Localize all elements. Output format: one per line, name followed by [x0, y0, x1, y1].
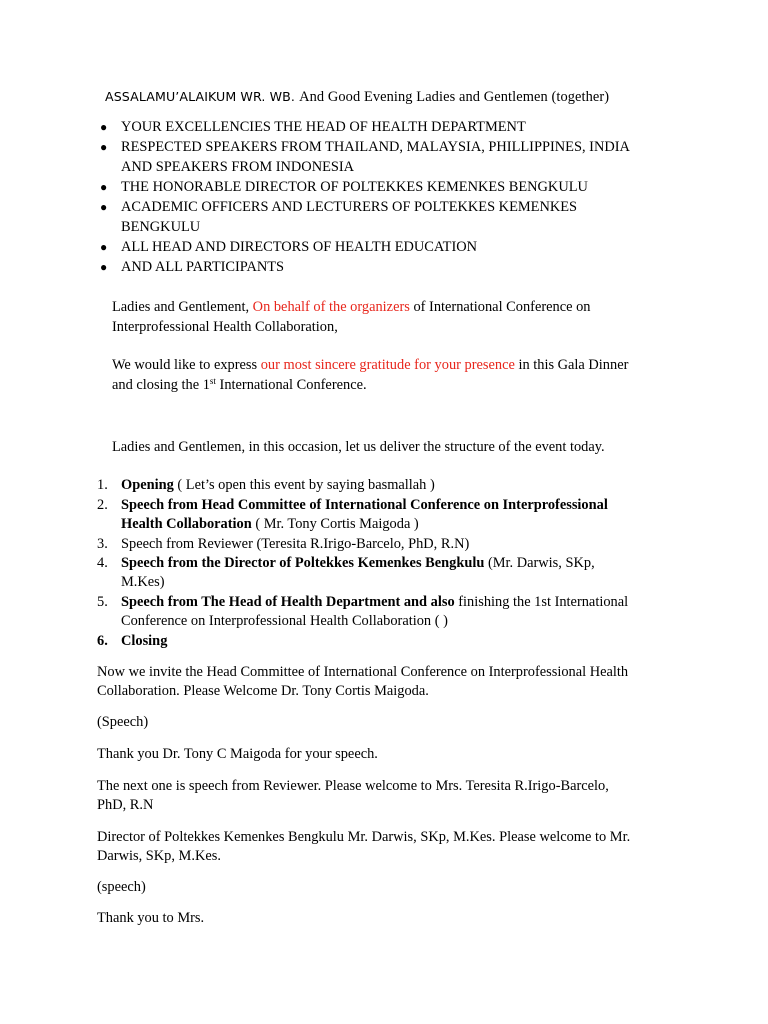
list-item: ACADEMIC OFFICERS AND LECTURERS OF POLTEKKES KEMENKES [121, 199, 578, 215]
bullet-icon: ● [100, 240, 108, 254]
highlighted-text: On behalf of the organizers [252, 299, 410, 315]
bullet-icon: ● [100, 140, 108, 154]
reviewer-paragraph: The next one is speech from Reviewer. Please welcome to Mrs. Teresita R.Irigo-Barcelo, [97, 778, 609, 794]
highlighted-text: our most sincere gratitude for your presence [260, 357, 515, 373]
agenda-item-closing [121, 632, 167, 652]
intro-text: We would like to express [112, 357, 261, 373]
list-item-continuation: BENGKULU [121, 219, 201, 235]
agenda-item-title: Health Collaboration [121, 516, 252, 532]
ordinal-superscript: st [209, 376, 216, 386]
list-number: 3. [97, 536, 108, 552]
agenda-item-title: Speech from Head Committee of International Conference on Interprofessional [121, 497, 608, 513]
list-number: 1. [97, 477, 108, 493]
agenda-item-detail: ( Let’s open this event by saying basmallah ) [173, 477, 435, 493]
bullet-icon: ● [100, 200, 108, 214]
agenda-item-director [121, 554, 595, 574]
director-paragraph: Director of Poltekkes Kemenkes Bengkulu Mr. Darwis, SKp, M.Kes. Please welcome to Mr. [97, 829, 631, 845]
agenda-item-title: Speech from The Head of Health Department and also [121, 594, 455, 610]
thanks-paragraph: Thank you Dr. Tony C Maigoda for your speech. [97, 746, 378, 762]
speech-placeholder: (speech) [97, 879, 146, 895]
list-item: THE HONORABLE DIRECTOR OF POLTEKKES KEMENKES BENGKULU [121, 179, 588, 195]
list-number: 4. [97, 555, 108, 571]
invite-paragraph: Now we invite the Head Committee of International Conference on Interprofessional Health [97, 664, 629, 680]
intro-paragraph-1-line-2: Interprofessional Health Collaboration, [112, 319, 338, 335]
intro-paragraph-2-line-2 [112, 376, 367, 396]
agenda-item-head-department [121, 593, 628, 613]
intro-paragraph-1 [112, 298, 590, 318]
list-item: AND ALL PARTICIPANTS [121, 259, 285, 275]
salutation-evening: And Good Evening Ladies and Gentlemen (together) [299, 89, 610, 105]
agenda-item-opening [121, 476, 435, 496]
list-number: 6. [97, 633, 108, 649]
agenda-item-title: Opening [121, 477, 174, 493]
list-item-continuation: AND SPEAKERS FROM INDONESIA [121, 159, 355, 175]
salutation [105, 87, 609, 108]
intro-text: in this Gala Dinner [514, 357, 629, 373]
agenda-item-head-committee [121, 496, 608, 516]
agenda-item-title: Speech from the Director of Poltekkes Kemenkes Bengkulu [121, 555, 485, 571]
invite-paragraph-line-2: Collaboration. Please Welcome Dr. Tony Cortis Maigoda. [97, 683, 429, 699]
agenda-item-head-committee-line-2 [121, 515, 419, 535]
agenda-item-detail: (Mr. Darwis, SKp, [484, 555, 595, 571]
intro-paragraph-3: Ladies and Gentlemen, in this occasion, let us deliver the structure of the event today. [112, 439, 605, 455]
agenda-item-title: Closing [121, 633, 168, 649]
intro-text: Ladies and Gentlement, [112, 299, 253, 315]
intro-text: and closing the 1 [112, 377, 210, 393]
bullet-icon: ● [100, 260, 108, 274]
intro-text: International Conference. [215, 377, 367, 393]
list-item: YOUR EXCELLENCIES THE HEAD OF HEALTH DEPARTMENT [121, 119, 526, 135]
list-item: ALL HEAD AND DIRECTORS OF HEALTH EDUCATION [121, 239, 478, 255]
list-number: 2. [97, 497, 108, 513]
bullet-icon: ● [100, 180, 108, 194]
salutation-greeting: ASSALAMU’ALAIKUM WR. WB. [105, 89, 295, 104]
agenda-item-head-department-line-2: Conference on Interprofessional Health Collaboration ( ) [121, 613, 448, 629]
bullet-icon: ● [100, 120, 108, 134]
intro-paragraph-2 [112, 356, 628, 376]
thanks-paragraph: Thank you to Mrs. [97, 910, 205, 926]
reviewer-paragraph-line-2: PhD, R.N [97, 797, 154, 813]
intro-text: of International Conference on [409, 299, 591, 315]
agenda-item-detail: ( Mr. Tony Cortis Maigoda ) [251, 516, 419, 532]
agenda-item-detail: finishing the 1st International [454, 594, 629, 610]
agenda-item-reviewer: Speech from Reviewer (Teresita R.Irigo-Barcelo, PhD, R.N) [121, 536, 470, 552]
agenda-item-director-line-2: M.Kes) [121, 574, 165, 590]
director-paragraph-line-2: Darwis, SKp, M.Kes. [97, 848, 221, 864]
speech-placeholder: (Speech) [97, 714, 149, 730]
list-item: RESPECTED SPEAKERS FROM THAILAND, MALAYSIA, PHILLIPPINES, INDIA [121, 139, 630, 155]
list-number: 5. [97, 594, 108, 610]
